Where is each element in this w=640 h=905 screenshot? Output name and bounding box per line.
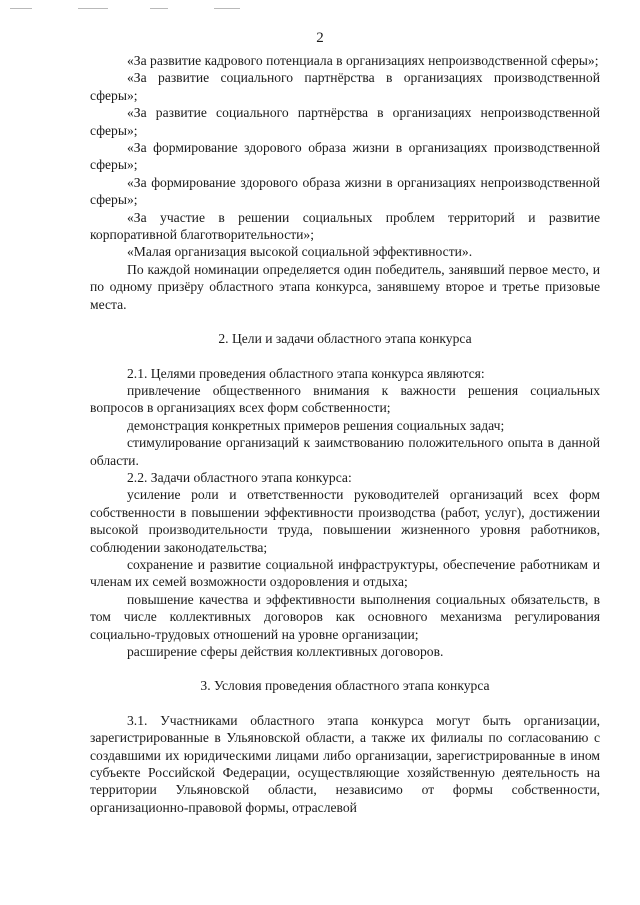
scan-artifact	[78, 8, 108, 9]
nomination-item: «За развитие социального партнёрства в организациях непроизводственной сферы»;	[90, 105, 600, 138]
scan-artifact	[150, 8, 168, 9]
section-paragraph: привлечение общественного внимания к важности решения социальных вопросов в организациях всех форм собственности;	[90, 382, 600, 416]
nomination-item: «За участие в решении социальных проблем территорий и развитие корпоративной благотворительности»;	[90, 209, 600, 243]
section-paragraph: усиление роли и ответственности руководителей организаций всех форм собственности в повышении эффективности производства (работ, услуг), достижении высокой производительности труда, повышении жизненного уровня работников, соблюдении законодательства;	[90, 487, 600, 555]
section-paragraph: сохранение и развитие социальной инфраструктуры, обеспечение работникам и членам их семей возможности оздоровления и отдыха;	[90, 556, 600, 590]
nomination-item: «За развитие кадрового потенциала в организациях непроизводственной сферы»;	[127, 53, 599, 68]
section-paragraph: 3.1. Участниками областного этапа конкурса могут быть организации, зарегистрированные в Ульяновской области, а также их филиалы по согласованию с создавшими их юридическими лицами либо организации, зарегистрированные в ином субъекте Российской Федерации, осуществляющие хозяйственную деятельность на территории Ульяновской области, независимо от формы собственности, организационно-правовой формы, отраслевой	[90, 712, 600, 815]
winners-paragraph: По каждой номинации определяется один победитель, занявший первое место, и по одному призёру областного этапа конкурса, занявшему второе и третье призовые места.	[90, 261, 600, 312]
document-body	[90, 52, 600, 816]
section-paragraph: 2.1. Целями проведения областного этапа конкурса являются:	[127, 365, 485, 381]
section-paragraph: расширение сферы действия коллективных договоров.	[127, 644, 444, 659]
nomination-item: «За формирование здорового образа жизни в организациях производственной сферы»;	[90, 140, 600, 173]
section-heading-goals: 2. Цели и задачи областного этапа конкурса	[218, 331, 472, 347]
scan-artifact	[10, 8, 32, 9]
nomination-item: «Малая организация высокой социальной эффективности».	[127, 244, 473, 260]
section-heading-conditions: 3. Условия проведения областного этапа конкурса	[200, 678, 490, 694]
nomination-item: «За развитие социального партнёрства в организациях производственной сферы»;	[90, 70, 600, 103]
section-paragraph: 2.2. Задачи областного этапа конкурса:	[127, 469, 352, 485]
nomination-item: «За формирование здорового образа жизни в организациях непроизводственной сферы»;	[90, 174, 600, 208]
scan-artifact	[214, 8, 240, 9]
page-number: 2	[316, 30, 324, 46]
section-paragraph: повышение качества и эффективности выполнения социальных обязательств, в том числе коллективных договоров как основного механизма регулирования социально-трудовых отношений на уровне организации;	[90, 591, 600, 642]
section-paragraph: стимулирование организаций к заимствованию положительного опыта в данной области.	[90, 435, 600, 468]
section-paragraph: демонстрация конкретных примеров решения социальных задач;	[127, 417, 505, 433]
